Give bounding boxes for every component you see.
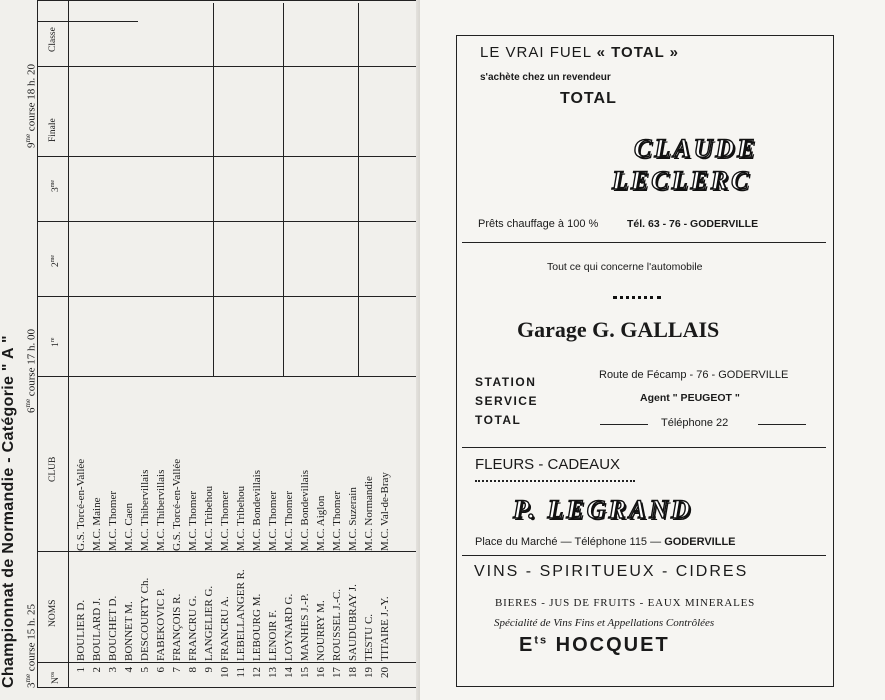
garage-phone: Téléphone 22 [661, 417, 729, 429]
rider-number: 3 [107, 667, 119, 673]
garage-intro: Tout ce qui concerne l'automobile [547, 261, 703, 273]
results-table-rotated [0, 0, 420, 700]
rider-club: M.C. Thomer [107, 491, 119, 551]
garage-agent: Agent " PEUGEOT " [640, 392, 740, 404]
header-heat-2: $2^{me}$ [50, 254, 62, 267]
rider-club: M.C. Bondevillais [299, 470, 311, 551]
fuel-brand: TOTAL [560, 90, 617, 107]
rider-club: G.S. Torcé-en-Vallée [171, 458, 183, 551]
row-divider [358, 3, 359, 377]
leclerc-name-last: LECLERC [612, 166, 752, 195]
rider-number: 12 [251, 667, 263, 678]
rider-number: 6 [155, 667, 167, 673]
rider-number: 9 [203, 667, 215, 673]
rider-club: M.C. Caen [123, 503, 135, 551]
left-page [0, 0, 420, 700]
garage-name: Garage G. GALLAIS [517, 317, 720, 342]
rider-club: M.C. Thomer [331, 491, 343, 551]
col-divider [38, 296, 416, 297]
rider-name: MANHES J.-P. [299, 593, 311, 661]
ad-separator [462, 447, 826, 448]
rider-club: M.C. Val-de-Bray [379, 472, 391, 551]
course-time-3: $9^{me}$ course 18 h. 20 [24, 63, 38, 148]
rider-name: NOURRY M. [315, 600, 327, 661]
championship-title: Championnat de Normandie - Catégorie " A " [0, 335, 17, 688]
rider-name: FRANÇOIS R. [171, 593, 183, 661]
rider-club: M.C. Thomer [283, 491, 295, 551]
fuel-subline: s'achète chez un revendeur [480, 72, 611, 83]
rider-number: 16 [315, 667, 327, 678]
wine-drinks: BIERES - JUS DE FRUITS - EAUX MINERALES [495, 597, 756, 609]
rider-name: BOULIER D. [75, 599, 87, 661]
rider-club: M.C. Maine [91, 497, 103, 551]
rider-name: BOUCHET D. [107, 595, 119, 661]
rider-club: M.C. Thomer [219, 491, 231, 551]
garage-station: STATION SERVICE TOTAL [475, 375, 538, 427]
ad-separator [462, 242, 826, 243]
rider-club: M.C. Bondevillais [251, 470, 263, 551]
col-divider [38, 66, 416, 67]
rider-club: M.C. Tribehou [235, 485, 247, 551]
col-divider [38, 156, 416, 157]
rider-club: M.C. Normandie [363, 476, 375, 551]
rider-club: M.C. Thibervillais [139, 469, 151, 551]
wine-merchant-name: $E^{ts}$ HOCQUET [519, 634, 670, 656]
rider-club: M.C. Aiglon [315, 495, 327, 551]
florist-title: FLEURS - CADEAUX [475, 456, 621, 473]
row-divider [283, 3, 284, 377]
rider-number: 1 [75, 667, 87, 673]
wine-title: VINS - SPIRITUEUX - CIDRES [474, 563, 749, 580]
rider-club: M.C. Thomer [187, 491, 199, 551]
ad-separator [462, 555, 826, 556]
rider-number: 7 [171, 667, 183, 673]
florist-address: Place du Marché — Téléphone 115 — GODERVILLE [475, 536, 736, 548]
fuel-headline: LE VRAI FUEL « TOTAL » [480, 44, 680, 61]
rider-number: 18 [347, 667, 359, 678]
florist-name: P. LEGRAND [513, 495, 693, 524]
course-time-2: $6^{me}$ course 17 h. 00 [24, 328, 38, 413]
col-divider [38, 551, 416, 552]
rider-name: BONNET M. [123, 601, 135, 661]
results-table [37, 0, 417, 688]
rider-name: LEBELLANGER R. [235, 569, 247, 661]
rider-number: 20 [379, 667, 391, 678]
fuel-credit: Prêts chauffage à 100 % [478, 218, 599, 230]
header-final: Finale [48, 118, 58, 142]
ornament-divider [475, 476, 635, 482]
col-divider [38, 21, 138, 22]
col-divider [38, 376, 416, 377]
rider-name: FRANCRU G. [187, 595, 199, 661]
championship-caption [0, 8, 36, 688]
rider-name: DESCOURTY Ch. [139, 577, 151, 661]
rider-number: 15 [299, 667, 311, 678]
rider-club: M.C. Tribehou [203, 485, 215, 551]
course-time-1: $3^{me}$ course 15 h. 25 [24, 603, 38, 688]
rider-name: SAUDUBRAY J. [347, 584, 359, 661]
rider-club: M.C. Suzerain [347, 487, 359, 551]
rider-name: LANGELIER G. [203, 585, 215, 661]
ads-frame [456, 35, 834, 687]
header-heat-3: $3^{me}$ [50, 179, 62, 192]
rider-number: 4 [123, 667, 135, 673]
rider-number: 10 [219, 667, 231, 678]
rider-club: M.C. Thomer [267, 491, 279, 551]
rider-name: LEBOURG M. [251, 593, 263, 661]
rider-number: 11 [235, 667, 247, 678]
rider-name: FABEKOVIC P. [155, 588, 167, 661]
rider-number: 14 [283, 667, 295, 678]
row-divider [213, 3, 214, 377]
leclerc-name-first: CLAUDE [634, 134, 758, 163]
rider-number: 13 [267, 667, 279, 678]
ornament-divider [613, 290, 661, 299]
header-name: NOMS [48, 599, 58, 627]
rider-name: LOYNARD G. [283, 593, 295, 661]
header-num: $N^{os}$ [50, 671, 62, 684]
wine-speciality: Spécialité de Vins Fins et Appellations Contrôlées [494, 617, 715, 629]
header-rank: Classe [48, 27, 58, 52]
header-club: CLUB [48, 456, 58, 482]
rider-name: ROUSSEL J.-C. [331, 588, 343, 661]
fuel-phone: Tél. 63 - 76 - GODERVILLE [627, 218, 759, 230]
rider-name: TESTU C. [363, 613, 375, 661]
rider-number: 2 [91, 667, 103, 673]
phone-rule-left [600, 424, 648, 425]
rider-name: LENOIR F. [267, 609, 279, 661]
col-divider [38, 221, 416, 222]
col-divider [38, 662, 416, 663]
rider-number: 17 [331, 667, 343, 678]
rider-name: BOULARD J. [91, 598, 103, 661]
rider-name: FRANCRU A. [219, 596, 231, 661]
garage-address: Route de Fécamp - 76 - GODERVILLE [599, 369, 789, 381]
phone-rule-right [758, 424, 806, 425]
header-heat-1: 1re [50, 337, 62, 347]
rider-name: TITAIRE J.-Y. [379, 596, 391, 661]
rider-number: 5 [139, 667, 151, 673]
table-header [38, 1, 69, 687]
rider-club: G.S. Torcé-en-Vallée [75, 458, 87, 551]
rider-number: 8 [187, 667, 199, 673]
rider-club: M.C. Thibervillais [155, 469, 167, 551]
rider-number: 19 [363, 667, 375, 678]
